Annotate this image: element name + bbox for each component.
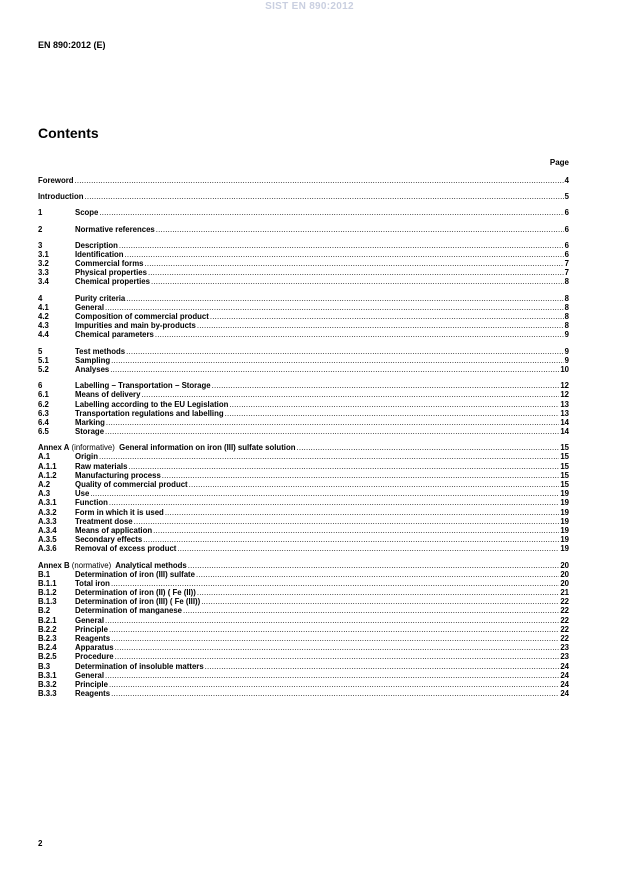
toc-entry-number: A.3.1: [38, 498, 57, 508]
toc-group: [38, 176, 569, 185]
dot-leader: [90, 489, 559, 498]
toc-entry-title: Transportation regulations and labelling: [75, 408, 224, 418]
toc-entry-number: 4.2: [38, 312, 49, 322]
toc-entry-title: Identification: [75, 249, 124, 259]
toc-entry-page: 23: [560, 643, 569, 653]
dot-leader: [111, 689, 559, 698]
dot-leader: [201, 597, 559, 606]
dot-leader: [205, 662, 560, 671]
toc-entry-number: A.3: [38, 489, 51, 499]
dot-leader: [105, 303, 564, 312]
toc-entry[interactable]: [38, 192, 569, 201]
toc-entry-title: Determination of manganese: [75, 606, 183, 616]
toc-entry-title: Purity criteria: [75, 293, 126, 303]
toc-entry[interactable]: [38, 409, 569, 418]
toc-entry[interactable]: [38, 588, 569, 597]
toc-entry[interactable]: [38, 356, 569, 365]
document-id: EN 890:2012 (E): [38, 40, 106, 50]
toc-entry-page: 12: [560, 381, 569, 391]
dot-leader: [188, 561, 560, 570]
toc-entry-title: Total iron: [75, 578, 110, 588]
toc-entry-page: 6: [564, 208, 569, 218]
toc-entry-title: Treatment dose: [75, 516, 133, 526]
toc-entry-title: General: [75, 302, 105, 312]
toc-entry[interactable]: [38, 176, 569, 185]
toc-entry-page: 9: [564, 355, 569, 365]
toc-entry-number: A.3.6: [38, 544, 57, 554]
toc-entry[interactable]: [38, 597, 569, 606]
toc-entry-title: Commercial forms: [75, 259, 144, 269]
toc-entry-label: Annex B: [38, 560, 70, 570]
toc-entry-page: 22: [560, 597, 569, 607]
toc-entry-page: 9: [564, 330, 569, 340]
toc-entry-title: Removal of excess product: [75, 544, 177, 554]
dot-leader: [119, 241, 564, 250]
dot-leader: [126, 294, 563, 303]
dot-leader: [197, 588, 559, 597]
toc-entry-page: 15: [560, 480, 569, 490]
toc-entry-number: 6.5: [38, 427, 49, 437]
dot-leader: [99, 208, 563, 217]
dot-leader: [165, 508, 560, 517]
toc-entry-number: B.2.3: [38, 634, 57, 644]
toc-entry-title: Normative references: [75, 224, 155, 234]
toc-entry-page: 19: [560, 525, 569, 535]
toc-entry[interactable]: [38, 427, 569, 436]
toc-entry-title: Marking: [75, 417, 105, 427]
dot-leader: [109, 498, 559, 507]
toc-entry-title: Form in which it is used: [75, 507, 164, 517]
toc-entry[interactable]: [38, 259, 569, 268]
toc-entry[interactable]: [38, 625, 569, 634]
toc-entry-page: 19: [560, 489, 569, 499]
toc-entry-page: 19: [560, 498, 569, 508]
contents-heading: Contents: [38, 125, 99, 141]
toc-entry-title: Analyses: [75, 364, 110, 374]
toc-entry-page: 24: [560, 689, 569, 699]
toc-entry-page: 14: [560, 427, 569, 437]
toc-group: [38, 561, 569, 699]
dot-leader: [75, 176, 564, 185]
dot-leader: [109, 680, 559, 689]
toc-entry-number: 6.3: [38, 408, 49, 418]
toc-entry[interactable]: [38, 294, 569, 303]
toc-entry-page: 22: [560, 624, 569, 634]
watermark: SIST EN 890:2012: [265, 1, 354, 12]
dot-leader: [109, 625, 559, 634]
toc-entry[interactable]: [38, 517, 569, 526]
toc-entry-number: 1: [38, 208, 43, 218]
toc-entry[interactable]: [38, 489, 569, 498]
toc-entry-title: General: [75, 670, 105, 680]
toc-entry-title: Determination of iron (II) ( Fe (II)): [75, 588, 196, 598]
toc-entry-title: Determination of insoluble matters: [75, 661, 204, 671]
dot-leader: [143, 535, 559, 544]
toc-entry-page: 8: [564, 277, 569, 287]
toc-entry-number: B.2.5: [38, 652, 57, 662]
toc-entry[interactable]: [38, 544, 569, 553]
dot-leader: [111, 579, 559, 588]
toc-entry-number: 3.1: [38, 249, 49, 259]
toc-entry-page: 8: [564, 302, 569, 312]
toc-group: [38, 225, 569, 234]
toc-entry-title: Storage: [75, 427, 105, 437]
toc-entry[interactable]: [38, 268, 569, 277]
toc-entry-page: 6: [564, 249, 569, 259]
toc-entry-title: Manufacturing process: [75, 470, 161, 480]
toc-entry-number: 6.4: [38, 417, 49, 427]
toc-entry[interactable]: [38, 278, 569, 287]
toc-entry[interactable]: [38, 662, 569, 671]
toc-entry[interactable]: [38, 381, 569, 390]
toc-annex-type: (informative): [69, 443, 118, 453]
dot-leader: [105, 671, 559, 680]
toc-entry-page: 19: [560, 544, 569, 554]
dot-leader: [126, 347, 564, 356]
toc-entry-number: 3.2: [38, 259, 49, 269]
toc-entry-page: 8: [564, 312, 569, 322]
toc-group: [38, 381, 569, 436]
page-number: 2: [38, 839, 43, 848]
dot-leader: [148, 268, 564, 277]
toc-entry-title: Labelling according to the EU Legislation: [75, 399, 229, 409]
dot-leader: [111, 634, 559, 643]
toc-entry-number: 4.1: [38, 302, 49, 312]
toc-entry-title: Quality of commercial product: [75, 480, 188, 490]
toc-entry[interactable]: [38, 365, 569, 374]
toc-entry-page: 19: [560, 535, 569, 545]
toc-entry[interactable]: [38, 330, 569, 339]
toc-entry-number: 5: [38, 346, 43, 356]
toc-entry-number: B.2.2: [38, 624, 57, 634]
toc-entry-number: 5.1: [38, 355, 49, 365]
toc-entry-title: Secondary effects: [75, 535, 143, 545]
dot-leader: [105, 616, 559, 625]
toc-entry-number: 6: [38, 381, 43, 391]
toc-entry-number: B.1.2: [38, 588, 57, 598]
dot-leader: [115, 643, 560, 652]
toc-entry-title: General information on iron (III) sulfate solution: [117, 443, 296, 453]
toc-entry[interactable]: [38, 443, 569, 452]
dot-leader: [105, 427, 559, 436]
dot-leader: [197, 321, 564, 330]
toc-entry-number: 4.4: [38, 330, 49, 340]
toc-entry-number: A.3.3: [38, 516, 57, 526]
toc-entry-page: 24: [560, 670, 569, 680]
toc-entry-title: Labelling − Transportation − Storage: [75, 381, 211, 391]
toc-entry[interactable]: [38, 480, 569, 489]
dot-leader: [151, 278, 564, 287]
dot-leader: [125, 250, 564, 259]
toc-entry-number: A.3.5: [38, 535, 57, 545]
toc-group: [38, 443, 569, 553]
dot-leader: [144, 259, 563, 268]
toc-entry-number: A.1.1: [38, 461, 57, 471]
toc-entry-number: 2: [38, 224, 43, 234]
toc-entry-label: Foreword: [38, 175, 74, 185]
toc-entry-label: Annex A: [38, 443, 70, 453]
toc-entry[interactable]: [38, 579, 569, 588]
toc-entry[interactable]: [38, 208, 569, 217]
toc-entry-title: Chemical properties: [75, 277, 150, 287]
toc-entry[interactable]: [38, 471, 569, 480]
toc-entry-title: Raw materials: [75, 461, 128, 471]
toc-entry-number: 6.1: [38, 390, 49, 400]
toc-entry[interactable]: [38, 241, 569, 250]
toc-entry-page: 6: [564, 224, 569, 234]
toc-entry-title: Reagents: [75, 634, 111, 644]
toc-entry[interactable]: [38, 400, 569, 409]
toc-entry-page: 24: [560, 661, 569, 671]
toc-entry-page: 15: [560, 443, 569, 453]
toc-entry-number: A.1: [38, 452, 51, 462]
toc-entry-title: Chemical parameters: [75, 330, 154, 340]
toc-entry[interactable]: [38, 347, 569, 356]
toc-entry-title: Function: [75, 498, 108, 508]
toc-entry-page: 21: [560, 588, 569, 598]
toc-entry[interactable]: [38, 390, 569, 399]
toc-entry-number: B.2: [38, 606, 51, 616]
toc-entry-title: Means of delivery: [75, 390, 141, 400]
dot-leader: [110, 365, 559, 374]
toc-entry-number: A.1.2: [38, 470, 57, 480]
toc-entry-title: Means of application: [75, 525, 153, 535]
toc-entry-page: 5: [564, 192, 569, 202]
toc-entry-number: 4.3: [38, 321, 49, 331]
toc-entry[interactable]: [38, 418, 569, 427]
toc-entry-title: Origin: [75, 452, 98, 462]
dot-leader: [296, 443, 559, 452]
toc-entry[interactable]: [38, 250, 569, 259]
toc-group: [38, 241, 569, 287]
toc-entry-title: Impurities and main by-products: [75, 321, 196, 331]
toc-entry[interactable]: [38, 607, 569, 616]
dot-leader: [189, 480, 560, 489]
toc-entry[interactable]: [38, 462, 569, 471]
toc-entry-title: Principle: [75, 679, 108, 689]
toc-entry-page: 8: [564, 321, 569, 331]
toc-entry[interactable]: [38, 689, 569, 698]
toc-entry-page: 9: [564, 346, 569, 356]
toc-group: [38, 192, 569, 201]
toc-entry[interactable]: [38, 680, 569, 689]
page-column-label: Page: [549, 158, 569, 167]
toc-entry-number: A.2: [38, 480, 51, 490]
toc-entry-number: B.3: [38, 661, 51, 671]
toc-entry-number: A.3.2: [38, 507, 57, 517]
toc-entry-title: Apparatus: [75, 643, 114, 653]
toc-entry-page: 20: [560, 578, 569, 588]
toc-entry-title: Reagents: [75, 689, 111, 699]
toc-entry-number: A.3.4: [38, 525, 57, 535]
toc-entry-number: 4: [38, 293, 43, 303]
toc-entry-page: 19: [560, 516, 569, 526]
toc-entry-title: Sampling: [75, 355, 111, 365]
table-of-contents: [38, 176, 569, 705]
toc-group: [38, 347, 569, 375]
toc-entry-page: 13: [560, 408, 569, 418]
toc-entry-title: Test methods: [75, 346, 126, 356]
toc-entry-page: 12: [560, 390, 569, 400]
toc-entry-number: B.2.4: [38, 643, 57, 653]
toc-entry-title: General: [75, 615, 105, 625]
toc-entry[interactable]: [38, 652, 569, 661]
toc-entry-title: Principle: [75, 624, 108, 634]
dot-leader: [134, 517, 560, 526]
toc-entry-title: Determination of iron (III) ( Fe (III)): [75, 597, 201, 607]
dot-leader: [111, 356, 564, 365]
toc-entry-page: 14: [560, 417, 569, 427]
dot-leader: [153, 526, 559, 535]
toc-entry[interactable]: [38, 616, 569, 625]
toc-entry-title: Determination of iron (III) sulfate: [75, 569, 195, 579]
toc-entry[interactable]: [38, 526, 569, 535]
toc-entry-number: 3.3: [38, 268, 49, 278]
toc-entry-page: 7: [564, 268, 569, 278]
dot-leader: [128, 462, 559, 471]
toc-entry[interactable]: [38, 643, 569, 652]
toc-entry-number: B.1: [38, 569, 51, 579]
toc-entry-page: 15: [560, 461, 569, 471]
toc-entry-title: Analytical methods: [113, 560, 187, 570]
toc-entry-page: 13: [560, 399, 569, 409]
toc-entry-page: 23: [560, 652, 569, 662]
toc-group: [38, 294, 569, 340]
dot-leader: [183, 607, 559, 616]
toc-entry-title: Composition of commercial product: [75, 312, 209, 322]
toc-entry[interactable]: [38, 570, 569, 579]
toc-entry-page: 15: [560, 452, 569, 462]
toc-entry-number: 3: [38, 240, 43, 250]
toc-group: [38, 208, 569, 217]
dot-leader: [155, 330, 564, 339]
dot-leader: [229, 400, 559, 409]
toc-entry[interactable]: [38, 453, 569, 462]
toc-entry[interactable]: [38, 561, 569, 570]
toc-entry-page: 24: [560, 679, 569, 689]
toc-entry-title: Physical properties: [75, 268, 147, 278]
toc-entry[interactable]: [38, 535, 569, 544]
toc-entry-label: Introduction: [38, 192, 84, 202]
toc-entry-page: 22: [560, 615, 569, 625]
toc-entry-page: 8: [564, 293, 569, 303]
dot-leader: [177, 544, 559, 553]
toc-entry-title: Use: [75, 489, 90, 499]
dot-leader: [84, 192, 563, 201]
dot-leader: [196, 570, 559, 579]
toc-entry-page: 19: [560, 507, 569, 517]
toc-entry-page: 10: [560, 364, 569, 374]
toc-entry[interactable]: [38, 312, 569, 321]
toc-entry-title: Description: [75, 240, 118, 250]
toc-entry[interactable]: [38, 321, 569, 330]
toc-entry[interactable]: [38, 634, 569, 643]
dot-leader: [99, 453, 559, 462]
dot-leader: [210, 312, 564, 321]
dot-leader: [162, 471, 560, 480]
dot-leader: [115, 652, 560, 661]
toc-entry[interactable]: [38, 225, 569, 234]
toc-entry[interactable]: [38, 508, 569, 517]
toc-entry-number: B.1.3: [38, 597, 57, 607]
dot-leader: [212, 381, 560, 390]
toc-entry-number: B.3.2: [38, 679, 57, 689]
toc-entry-number: 3.4: [38, 277, 49, 287]
toc-entry-number: 6.2: [38, 399, 49, 409]
toc-entry[interactable]: [38, 303, 569, 312]
toc-entry-title: Scope: [75, 208, 99, 218]
toc-entry-page: 15: [560, 470, 569, 480]
toc-entry-number: B.3.1: [38, 670, 57, 680]
toc-entry-number: B.1.1: [38, 578, 57, 588]
toc-entry-title: Procedure: [75, 652, 114, 662]
toc-entry-page: 22: [560, 606, 569, 616]
toc-entry-page: 22: [560, 634, 569, 644]
toc-entry-page: 4: [564, 175, 569, 185]
toc-entry-number: B.3.3: [38, 689, 57, 699]
toc-entry[interactable]: [38, 498, 569, 507]
toc-entry[interactable]: [38, 671, 569, 680]
toc-entry-page: 20: [560, 560, 569, 570]
toc-entry-page: 20: [560, 569, 569, 579]
toc-entry-number: B.2.1: [38, 615, 57, 625]
dot-leader: [141, 390, 559, 399]
toc-entry-page: 6: [564, 240, 569, 250]
toc-entry-page: 7: [564, 259, 569, 269]
toc-annex-type: (normative): [69, 560, 114, 570]
toc-entry-number: 5.2: [38, 364, 49, 374]
dot-leader: [225, 409, 560, 418]
dot-leader: [156, 225, 564, 234]
dot-leader: [106, 418, 559, 427]
